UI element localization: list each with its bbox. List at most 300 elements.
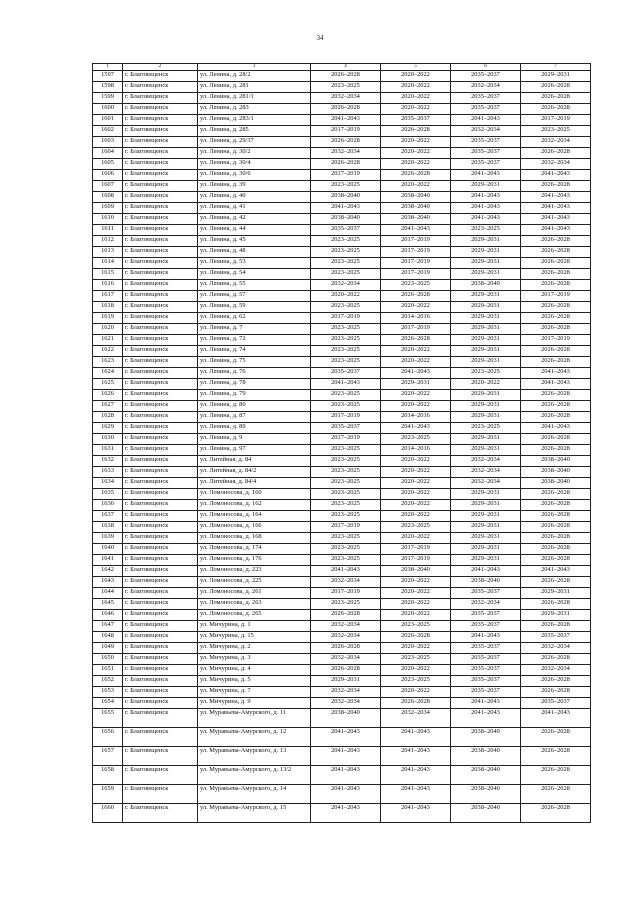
period-1-cell: 2017–2019 bbox=[311, 313, 381, 324]
period-1-cell: 2035–2037 bbox=[311, 225, 381, 236]
address-cell: ул. Ленина, д. 281/1 bbox=[198, 93, 311, 104]
city-cell: г. Благовещенск bbox=[123, 170, 198, 181]
address-cell: ул. Мичурина, д. 9 bbox=[198, 698, 311, 709]
period-1-cell: 2023–2025 bbox=[311, 456, 381, 467]
table-row bbox=[93, 335, 591, 346]
address-cell: ул. Литейная, д. 84 bbox=[198, 456, 311, 467]
table-row bbox=[93, 533, 591, 544]
period-1-cell: 2026–2028 bbox=[311, 159, 381, 170]
period-1-cell: 2023–2025 bbox=[311, 467, 381, 478]
table-row bbox=[93, 654, 591, 665]
period-3-cell: 2029–2031 bbox=[451, 533, 521, 544]
period-4-cell: 2038–2040 bbox=[521, 467, 591, 478]
table-row bbox=[93, 346, 591, 357]
row-number-cell: 1660 bbox=[93, 804, 123, 823]
period-3-cell: 2038–2040 bbox=[451, 747, 521, 766]
period-2-cell: 2041–2043 bbox=[381, 225, 451, 236]
period-4-cell: 2026–2028 bbox=[521, 747, 591, 766]
header-cell: 2 bbox=[123, 64, 198, 71]
table-row bbox=[93, 291, 591, 302]
period-4-cell: 2026–2028 bbox=[521, 401, 591, 412]
city-cell: г. Благовещенск bbox=[123, 709, 198, 728]
period-1-cell: 2032–2034 bbox=[311, 577, 381, 588]
period-4-cell: 2041–2043 bbox=[521, 170, 591, 181]
row-number-cell: 1614 bbox=[93, 258, 123, 269]
address-cell: ул. Ломоносова, д. 164 bbox=[198, 511, 311, 522]
period-1-cell: 2023–2025 bbox=[311, 357, 381, 368]
address-cell: ул. Ленина, д. 53 bbox=[198, 258, 311, 269]
period-2-cell: 2026–2028 bbox=[381, 632, 451, 643]
period-1-cell: 2023–2025 bbox=[311, 500, 381, 511]
period-1-cell: 2041–2043 bbox=[311, 747, 381, 766]
period-4-cell: 2023–2025 bbox=[521, 126, 591, 137]
address-cell: ул. Ленина, д. 87 bbox=[198, 412, 311, 423]
row-number-cell: 1616 bbox=[93, 280, 123, 291]
period-4-cell: 2026–2028 bbox=[521, 785, 591, 804]
period-2-cell: 2020–2022 bbox=[381, 137, 451, 148]
period-1-cell: 2017–2019 bbox=[311, 170, 381, 181]
period-4-cell: 2035–2037 bbox=[521, 698, 591, 709]
address-cell: ул. Ленина, д. 97 bbox=[198, 445, 311, 456]
row-number-cell: 1639 bbox=[93, 533, 123, 544]
row-number-cell: 1642 bbox=[93, 566, 123, 577]
city-cell: г. Благовещенск bbox=[123, 390, 198, 401]
row-number-cell: 1608 bbox=[93, 192, 123, 203]
period-2-cell: 2023–2025 bbox=[381, 280, 451, 291]
row-number-cell: 1605 bbox=[93, 159, 123, 170]
period-4-cell: 2035–2037 bbox=[521, 632, 591, 643]
period-3-cell: 2035–2037 bbox=[451, 610, 521, 621]
period-1-cell: 2023–2025 bbox=[311, 533, 381, 544]
period-2-cell: 2020–2022 bbox=[381, 148, 451, 159]
period-4-cell: 2041–2043 bbox=[521, 379, 591, 390]
address-cell: ул. Ленина, д. 75 bbox=[198, 357, 311, 368]
period-2-cell: 2017–2019 bbox=[381, 544, 451, 555]
city-cell: г. Благовещенск bbox=[123, 643, 198, 654]
city-cell: г. Благовещенск bbox=[123, 434, 198, 445]
address-cell: ул. Ленина, д. 62 bbox=[198, 313, 311, 324]
period-1-cell: 2023–2025 bbox=[311, 346, 381, 357]
period-3-cell: 2041–2043 bbox=[451, 632, 521, 643]
table-row bbox=[93, 148, 591, 159]
period-2-cell: 2041–2043 bbox=[381, 804, 451, 823]
header-cell: 3 bbox=[198, 64, 311, 71]
header-cell: 1 bbox=[93, 64, 123, 71]
period-3-cell: 2035–2037 bbox=[451, 104, 521, 115]
period-2-cell: 2026–2028 bbox=[381, 170, 451, 181]
city-cell: г. Благовещенск bbox=[123, 577, 198, 588]
row-number-cell: 1659 bbox=[93, 785, 123, 804]
period-4-cell: 2026–2028 bbox=[521, 302, 591, 313]
period-2-cell: 2041–2043 bbox=[381, 785, 451, 804]
period-3-cell: 2029–2031 bbox=[451, 291, 521, 302]
period-4-cell: 2041–2043 bbox=[521, 225, 591, 236]
period-4-cell: 2026–2028 bbox=[521, 621, 591, 632]
row-number-cell: 1641 bbox=[93, 555, 123, 566]
period-1-cell: 2023–2025 bbox=[311, 489, 381, 500]
period-3-cell: 2041–2043 bbox=[451, 566, 521, 577]
period-3-cell: 2029–2031 bbox=[451, 390, 521, 401]
city-cell: г. Благовещенск bbox=[123, 335, 198, 346]
table-row bbox=[93, 728, 591, 747]
period-2-cell: 2020–2022 bbox=[381, 181, 451, 192]
row-number-cell: 1618 bbox=[93, 302, 123, 313]
row-number-cell: 1606 bbox=[93, 170, 123, 181]
period-3-cell: 2032–2034 bbox=[451, 478, 521, 489]
period-3-cell: 2029–2031 bbox=[451, 357, 521, 368]
city-cell: г. Благовещенск bbox=[123, 804, 198, 823]
period-3-cell: 2029–2031 bbox=[451, 511, 521, 522]
row-number-cell: 1650 bbox=[93, 654, 123, 665]
period-1-cell: 2032–2034 bbox=[311, 280, 381, 291]
address-cell: ул. Ленина, д. 7 bbox=[198, 324, 311, 335]
city-cell: г. Благовещенск bbox=[123, 269, 198, 280]
period-2-cell: 2038–2040 bbox=[381, 192, 451, 203]
table-row bbox=[93, 236, 591, 247]
period-3-cell: 2029–2031 bbox=[451, 258, 521, 269]
city-cell: г. Благовещенск bbox=[123, 610, 198, 621]
address-cell: ул. Ленина, д. 59 bbox=[198, 302, 311, 313]
address-cell: ул. Ленина, д. 285 bbox=[198, 126, 311, 137]
period-3-cell: 2023–2025 bbox=[451, 423, 521, 434]
table-row bbox=[93, 324, 591, 335]
period-4-cell: 2032–2034 bbox=[521, 159, 591, 170]
row-number-cell: 1645 bbox=[93, 599, 123, 610]
period-3-cell: 2029–2031 bbox=[451, 434, 521, 445]
period-4-cell: 2026–2028 bbox=[521, 687, 591, 698]
period-4-cell: 2026–2028 bbox=[521, 766, 591, 785]
period-3-cell: 2029–2031 bbox=[451, 500, 521, 511]
address-cell: ул. Мичурина, д. 2 bbox=[198, 643, 311, 654]
period-3-cell: 2029–2031 bbox=[451, 313, 521, 324]
period-3-cell: 2038–2040 bbox=[451, 280, 521, 291]
city-cell: г. Благовещенск bbox=[123, 632, 198, 643]
period-4-cell: 2029–2031 bbox=[521, 71, 591, 82]
period-2-cell: 2020–2022 bbox=[381, 489, 451, 500]
period-1-cell: 2023–2025 bbox=[311, 82, 381, 93]
period-3-cell: 2035–2037 bbox=[451, 93, 521, 104]
period-1-cell: 2038–2040 bbox=[311, 214, 381, 225]
period-3-cell: 2038–2040 bbox=[451, 804, 521, 823]
address-cell: ул. Ленина, д. 57 bbox=[198, 291, 311, 302]
row-number-cell: 1658 bbox=[93, 766, 123, 785]
period-3-cell: 2029–2031 bbox=[451, 401, 521, 412]
period-1-cell: 2026–2028 bbox=[311, 665, 381, 676]
city-cell: г. Благовещенск bbox=[123, 236, 198, 247]
period-4-cell: 2026–2028 bbox=[521, 258, 591, 269]
period-2-cell: 2041–2043 bbox=[381, 747, 451, 766]
city-cell: г. Благовещенск bbox=[123, 313, 198, 324]
address-cell: ул. Ломоносова, д. 160 bbox=[198, 489, 311, 500]
city-cell: г. Благовещенск bbox=[123, 467, 198, 478]
table-row bbox=[93, 632, 591, 643]
address-cell: ул. Ломоносова, д. 176 bbox=[198, 555, 311, 566]
address-cell: ул. Ленина, д. 44 bbox=[198, 225, 311, 236]
city-cell: г. Благовещенск bbox=[123, 676, 198, 687]
table-row bbox=[93, 555, 591, 566]
table-row bbox=[93, 785, 591, 804]
table-row bbox=[93, 445, 591, 456]
table-row bbox=[93, 522, 591, 533]
period-2-cell: 2038–2040 bbox=[381, 203, 451, 214]
period-3-cell: 2032–2034 bbox=[451, 456, 521, 467]
address-cell: ул. Ломоносова, д. 166 bbox=[198, 522, 311, 533]
city-cell: г. Благовещенск bbox=[123, 533, 198, 544]
address-cell: ул. Мичурина, д. 1 bbox=[198, 621, 311, 632]
row-number-cell: 1613 bbox=[93, 247, 123, 258]
period-4-cell: 2026–2028 bbox=[521, 82, 591, 93]
period-1-cell: 2032–2034 bbox=[311, 654, 381, 665]
row-number-cell: 1647 bbox=[93, 621, 123, 632]
row-number-cell: 1622 bbox=[93, 346, 123, 357]
page-number: 34 bbox=[316, 34, 324, 42]
period-4-cell: 2026–2028 bbox=[521, 511, 591, 522]
period-4-cell: 2041–2043 bbox=[521, 423, 591, 434]
row-number-cell: 1633 bbox=[93, 467, 123, 478]
period-4-cell: 2026–2028 bbox=[521, 390, 591, 401]
table-row bbox=[93, 687, 591, 698]
period-3-cell: 2035–2037 bbox=[451, 687, 521, 698]
period-1-cell: 2038–2040 bbox=[311, 192, 381, 203]
period-1-cell: 2023–2025 bbox=[311, 544, 381, 555]
table-row bbox=[93, 599, 591, 610]
city-cell: г. Благовещенск bbox=[123, 192, 198, 203]
city-cell: г. Благовещенск bbox=[123, 126, 198, 137]
city-cell: г. Благовещенск bbox=[123, 588, 198, 599]
city-cell: г. Благовещенск bbox=[123, 654, 198, 665]
address-cell: ул. Ломоносова, д. 263 bbox=[198, 599, 311, 610]
period-2-cell: 2020–2022 bbox=[381, 643, 451, 654]
table-row bbox=[93, 313, 591, 324]
period-4-cell: 2026–2028 bbox=[521, 324, 591, 335]
row-number-cell: 1656 bbox=[93, 728, 123, 747]
header-row bbox=[93, 64, 591, 71]
period-3-cell: 2041–2043 bbox=[451, 170, 521, 181]
period-2-cell: 2020–2022 bbox=[381, 665, 451, 676]
period-1-cell: 2023–2025 bbox=[311, 236, 381, 247]
row-number-cell: 1648 bbox=[93, 632, 123, 643]
table-row bbox=[93, 456, 591, 467]
period-1-cell: 2023–2025 bbox=[311, 181, 381, 192]
period-2-cell: 2041–2043 bbox=[381, 728, 451, 747]
period-3-cell: 2020–2022 bbox=[451, 379, 521, 390]
header-cell: 4 bbox=[311, 64, 381, 71]
period-1-cell: 2032–2034 bbox=[311, 632, 381, 643]
period-1-cell: 2023–2025 bbox=[311, 401, 381, 412]
period-2-cell: 2020–2022 bbox=[381, 71, 451, 82]
table-row bbox=[93, 247, 591, 258]
address-cell: ул. Ленина, д. 30/2 bbox=[198, 148, 311, 159]
period-2-cell: 2017–2019 bbox=[381, 258, 451, 269]
table-row bbox=[93, 676, 591, 687]
period-2-cell: 2020–2022 bbox=[381, 456, 451, 467]
period-3-cell: 2035–2037 bbox=[451, 643, 521, 654]
address-cell: ул. Муравьева-Амурского, д. 13/2 bbox=[198, 766, 311, 785]
address-cell: ул. Литейная, д. 84/2 bbox=[198, 467, 311, 478]
table-row bbox=[93, 423, 591, 434]
period-4-cell: 2026–2028 bbox=[521, 555, 591, 566]
table-row bbox=[93, 302, 591, 313]
period-2-cell: 2038–2040 bbox=[381, 214, 451, 225]
period-3-cell: 2041–2043 bbox=[451, 192, 521, 203]
table-row bbox=[93, 577, 591, 588]
table-row bbox=[93, 93, 591, 104]
city-cell: г. Благовещенск bbox=[123, 148, 198, 159]
row-number-cell: 1621 bbox=[93, 335, 123, 346]
city-cell: г. Благовещенск bbox=[123, 93, 198, 104]
period-4-cell: 2026–2028 bbox=[521, 804, 591, 823]
period-2-cell: 2029–2031 bbox=[381, 379, 451, 390]
period-3-cell: 2029–2031 bbox=[451, 236, 521, 247]
period-3-cell: 2035–2037 bbox=[451, 621, 521, 632]
period-2-cell: 2026–2028 bbox=[381, 291, 451, 302]
row-number-cell: 1603 bbox=[93, 137, 123, 148]
period-1-cell: 2035–2037 bbox=[311, 368, 381, 379]
row-number-cell: 1617 bbox=[93, 291, 123, 302]
address-cell: ул. Ленина, д. 76 bbox=[198, 368, 311, 379]
period-2-cell: 2020–2022 bbox=[381, 357, 451, 368]
period-3-cell: 2035–2037 bbox=[451, 159, 521, 170]
period-3-cell: 2029–2031 bbox=[451, 302, 521, 313]
period-3-cell: 2032–2034 bbox=[451, 82, 521, 93]
period-1-cell: 2023–2025 bbox=[311, 302, 381, 313]
row-number-cell: 1612 bbox=[93, 236, 123, 247]
address-cell: ул. Ленина, д. 72 bbox=[198, 335, 311, 346]
period-3-cell: 2035–2037 bbox=[451, 588, 521, 599]
period-4-cell: 2026–2028 bbox=[521, 654, 591, 665]
period-2-cell: 2017–2019 bbox=[381, 555, 451, 566]
city-cell: г. Благовещенск bbox=[123, 566, 198, 577]
row-number-cell: 1602 bbox=[93, 126, 123, 137]
period-3-cell: 2035–2037 bbox=[451, 654, 521, 665]
table-row bbox=[93, 379, 591, 390]
table-row bbox=[93, 566, 591, 577]
period-1-cell: 2035–2037 bbox=[311, 423, 381, 434]
period-1-cell: 2032–2034 bbox=[311, 698, 381, 709]
period-2-cell: 2020–2022 bbox=[381, 511, 451, 522]
period-3-cell: 2029–2031 bbox=[451, 335, 521, 346]
period-3-cell: 2038–2040 bbox=[451, 766, 521, 785]
table-row bbox=[93, 203, 591, 214]
table-row bbox=[93, 412, 591, 423]
address-cell: ул. Литейная, д. 84/4 bbox=[198, 478, 311, 489]
row-number-cell: 1624 bbox=[93, 368, 123, 379]
city-cell: г. Благовещенск bbox=[123, 225, 198, 236]
period-2-cell: 2020–2022 bbox=[381, 577, 451, 588]
period-2-cell: 2014–2016 bbox=[381, 412, 451, 423]
register-table bbox=[92, 63, 591, 823]
table-row bbox=[93, 478, 591, 489]
period-3-cell: 2029–2031 bbox=[451, 489, 521, 500]
period-2-cell: 2026–2028 bbox=[381, 335, 451, 346]
address-cell: ул. Ленина, д. 41 bbox=[198, 203, 311, 214]
address-cell: ул. Муравьева-Амурского, д. 12 bbox=[198, 728, 311, 747]
header-cell: 7 bbox=[521, 64, 591, 71]
period-1-cell: 2017–2019 bbox=[311, 588, 381, 599]
address-cell: ул. Ломоносова, д. 261 bbox=[198, 588, 311, 599]
period-4-cell: 2026–2028 bbox=[521, 247, 591, 258]
address-cell: ул. Ленина, д. 48 bbox=[198, 247, 311, 258]
row-number-cell: 1610 bbox=[93, 214, 123, 225]
row-number-cell: 1601 bbox=[93, 115, 123, 126]
address-cell: ул. Муравьева-Амурского, д. 11 bbox=[198, 709, 311, 728]
period-3-cell: 2029–2031 bbox=[451, 555, 521, 566]
period-1-cell: 2023–2025 bbox=[311, 390, 381, 401]
city-cell: г. Благовещенск bbox=[123, 544, 198, 555]
period-1-cell: 2026–2028 bbox=[311, 643, 381, 654]
table-row bbox=[93, 401, 591, 412]
period-4-cell: 2026–2028 bbox=[521, 533, 591, 544]
period-4-cell: 2026–2028 bbox=[521, 357, 591, 368]
period-4-cell: 2017–2019 bbox=[521, 335, 591, 346]
period-3-cell: 2038–2040 bbox=[451, 577, 521, 588]
city-cell: г. Благовещенск bbox=[123, 346, 198, 357]
table-row bbox=[93, 588, 591, 599]
row-number-cell: 1631 bbox=[93, 445, 123, 456]
period-1-cell: 2023–2025 bbox=[311, 555, 381, 566]
row-number-cell: 1597 bbox=[93, 71, 123, 82]
city-cell: г. Благовещенск bbox=[123, 203, 198, 214]
table-row bbox=[93, 766, 591, 785]
period-3-cell: 2041–2043 bbox=[451, 698, 521, 709]
period-3-cell: 2041–2043 bbox=[451, 115, 521, 126]
period-3-cell: 2038–2040 bbox=[451, 785, 521, 804]
period-1-cell: 2023–2025 bbox=[311, 335, 381, 346]
period-1-cell: 2026–2028 bbox=[311, 137, 381, 148]
period-4-cell: 2026–2028 bbox=[521, 500, 591, 511]
period-2-cell: 2020–2022 bbox=[381, 401, 451, 412]
row-number-cell: 1632 bbox=[93, 456, 123, 467]
table-row bbox=[93, 280, 591, 291]
address-cell: ул. Ленина, д. 89 bbox=[198, 423, 311, 434]
city-cell: г. Благовещенск bbox=[123, 291, 198, 302]
table-row bbox=[93, 698, 591, 709]
period-3-cell: 2029–2031 bbox=[451, 445, 521, 456]
period-3-cell: 2035–2037 bbox=[451, 137, 521, 148]
row-number-cell: 1649 bbox=[93, 643, 123, 654]
period-2-cell: 2026–2028 bbox=[381, 126, 451, 137]
row-number-cell: 1598 bbox=[93, 82, 123, 93]
city-cell: г. Благовещенск bbox=[123, 159, 198, 170]
address-cell: ул. Мичурина, д. 15 bbox=[198, 632, 311, 643]
header-cell: 6 bbox=[451, 64, 521, 71]
period-2-cell: 2041–2043 bbox=[381, 368, 451, 379]
period-4-cell: 2026–2028 bbox=[521, 522, 591, 533]
period-1-cell: 2023–2025 bbox=[311, 258, 381, 269]
period-2-cell: 2020–2022 bbox=[381, 533, 451, 544]
period-3-cell: 2029–2031 bbox=[451, 269, 521, 280]
period-4-cell: 2026–2028 bbox=[521, 728, 591, 747]
period-1-cell: 2041–2043 bbox=[311, 785, 381, 804]
period-1-cell: 2041–2043 bbox=[311, 379, 381, 390]
period-1-cell: 2023–2025 bbox=[311, 269, 381, 280]
period-3-cell: 2035–2037 bbox=[451, 676, 521, 687]
table-row bbox=[93, 804, 591, 823]
row-number-cell: 1655 bbox=[93, 709, 123, 728]
period-4-cell: 2026–2028 bbox=[521, 445, 591, 456]
period-2-cell: 2020–2022 bbox=[381, 467, 451, 478]
row-number-cell: 1600 bbox=[93, 104, 123, 115]
city-cell: г. Благовещенск bbox=[123, 324, 198, 335]
address-cell: ул. Ленина, д. 29/37 bbox=[198, 137, 311, 148]
address-cell: ул. Ленина, д. 283/1 bbox=[198, 115, 311, 126]
city-cell: г. Благовещенск bbox=[123, 698, 198, 709]
table-row bbox=[93, 747, 591, 766]
table-row bbox=[93, 225, 591, 236]
period-4-cell: 2026–2028 bbox=[521, 676, 591, 687]
period-1-cell: 2023–2025 bbox=[311, 247, 381, 258]
city-cell: г. Благовещенск bbox=[123, 728, 198, 747]
